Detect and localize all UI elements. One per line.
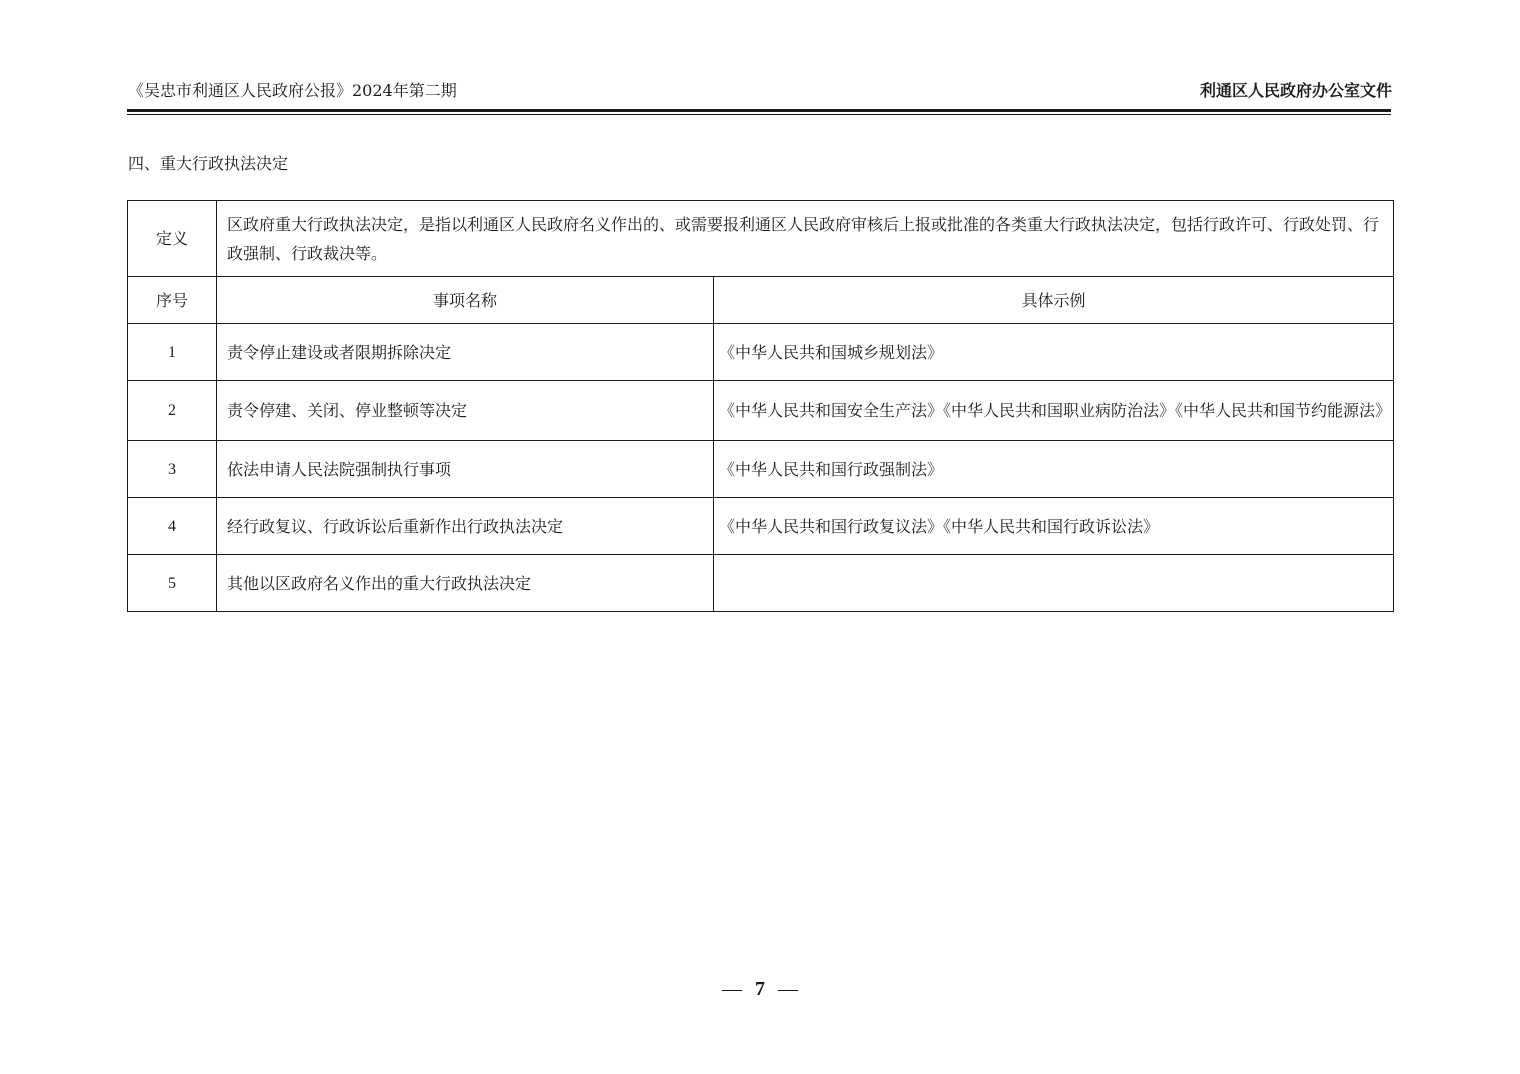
- column-header-index: 序号: [128, 277, 217, 324]
- row-example: 《中华人民共和国行政强制法》: [714, 441, 1394, 498]
- column-header-name: 事项名称: [217, 277, 714, 324]
- definition-label: 定义: [128, 201, 217, 277]
- footer-dash-left: —: [722, 978, 742, 1000]
- header-publication-title: 《吴忠市利通区人民政府公报》2024年第二期: [128, 81, 457, 100]
- row-name: 经行政复议、行政诉讼后重新作出行政执法决定: [217, 498, 714, 555]
- row-name: 其他以区政府名义作出的重大行政执法决定: [217, 555, 714, 612]
- row-name: 依法申请人民法院强制执行事项: [217, 441, 714, 498]
- column-header-example: 具体示例: [714, 277, 1394, 324]
- row-example: [714, 555, 1394, 612]
- header-row: [128, 277, 1394, 324]
- decisions-table: [127, 200, 1394, 612]
- page-footer: [0, 976, 1520, 1002]
- row-index: 4: [128, 498, 217, 555]
- table-row: [128, 324, 1394, 381]
- header-rule-thick: [127, 109, 1391, 112]
- section-title: 四、重大行政执法决定: [128, 154, 289, 173]
- page-number: 7: [755, 978, 765, 1000]
- table-row: [128, 441, 1394, 498]
- row-name: 责令停止建设或者限期拆除决定: [217, 324, 714, 381]
- row-index: 1: [128, 324, 217, 381]
- row-example: 《中华人民共和国行政复议法》《中华人民共和国行政诉讼法》: [714, 498, 1394, 555]
- table-row: [128, 555, 1394, 612]
- footer-dash-right: —: [778, 978, 798, 1000]
- definition-text: 区政府重大行政执法决定，是指以利通区人民政府名义作出的、或需要报利通区人民政府审核后上报或批准的各类重大行政执法决定，包括行政许可、行政处罚、行政强制、行政裁决等。: [217, 201, 1394, 277]
- row-example: 《中华人民共和国城乡规划法》: [714, 324, 1394, 381]
- table-row: [128, 381, 1394, 441]
- row-name: 责令停建、关闭、停业整顿等决定: [217, 381, 714, 441]
- row-index: 3: [128, 441, 217, 498]
- definition-row: [128, 201, 1394, 277]
- row-index: 2: [128, 381, 217, 441]
- header-rule-thin: [127, 114, 1391, 115]
- row-index: 5: [128, 555, 217, 612]
- row-example: 《中华人民共和国安全生产法》《中华人民共和国职业病防治法》《中华人民共和国节约能源法》: [714, 381, 1394, 441]
- header-issuer: 利通区人民政府办公室文件: [1199, 81, 1392, 100]
- table-row: [128, 498, 1394, 555]
